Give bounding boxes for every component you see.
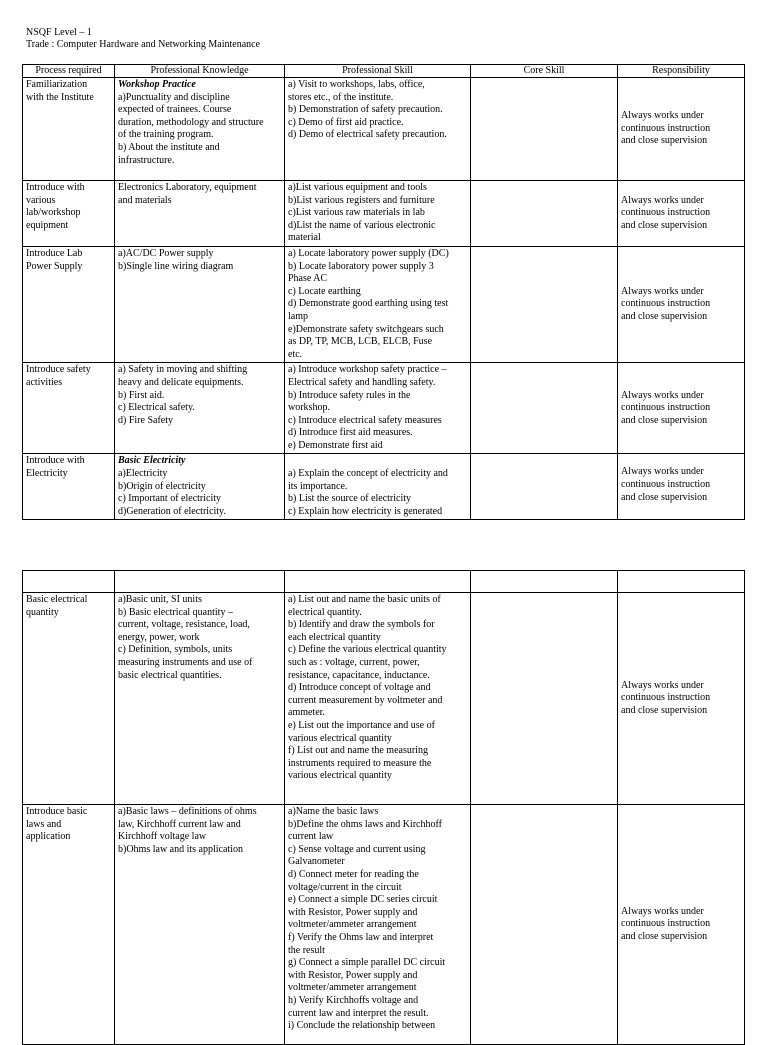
responsibility-line: continuous instruction: [621, 122, 711, 134]
responsibility-line: Always works under: [621, 110, 704, 122]
skill-line: b) Locate laboratory power supply 3: [288, 260, 434, 272]
professional-skill-cell: [285, 593, 471, 805]
skill-line: d) Introduce concept of voltage and: [288, 682, 431, 694]
skill-line: lamp: [288, 310, 308, 322]
knowledge-line: basic electrical quantities.: [118, 669, 222, 681]
professional-skill-cell: [285, 363, 471, 454]
skill-line: d) Introduce first aid measures.: [288, 427, 413, 439]
skill-line: d) Connect meter for reading the: [288, 868, 419, 880]
knowledge-line: infrastructure.: [118, 154, 175, 166]
knowledge-line: d) Fire Safety: [118, 414, 173, 426]
knowledge-line: current, voltage, resistance, load,: [118, 619, 250, 631]
process-line: application: [26, 831, 71, 843]
process-required-cell: [23, 593, 115, 805]
table-row: [23, 78, 745, 181]
core-skill-cell: [471, 78, 618, 181]
professional-knowledge-cell: [115, 593, 285, 805]
skill-line: i) Conclude the relationship between: [288, 1020, 436, 1032]
professional-knowledge-cell: [115, 246, 285, 362]
knowledge-line: Electronics Laboratory, equipment: [118, 182, 257, 193]
knowledge-line: energy, power, work: [118, 631, 200, 643]
skill-line: such as : voltage, current, power,: [288, 656, 420, 668]
knowledge-line: b) Basic electrical quantity –: [118, 606, 233, 618]
knowledge-line: a)Basic unit, SI units: [118, 594, 202, 605]
skill-line: various electrical quantity: [288, 732, 392, 744]
process-required-cell: [23, 454, 115, 520]
skill-line: electrical quantity.: [288, 606, 362, 618]
skill-line: a) Locate laboratory power supply (DC): [288, 247, 449, 259]
skill-line: b) Identify and draw the symbols for: [288, 619, 435, 631]
knowledge-line: expected of trainees. Course: [118, 104, 232, 116]
responsibility-line: Always works under: [621, 194, 704, 206]
core-skill-cell: [471, 805, 618, 1045]
process-line: lab/workshop: [26, 207, 81, 219]
responsibility-line: and close supervision: [621, 135, 708, 147]
responsibility-line: continuous instruction: [621, 479, 711, 491]
process-line: Introduce Lab: [26, 247, 83, 259]
skill-line: c) Define the various electrical quantity: [288, 644, 447, 656]
table-row: [23, 246, 745, 362]
skill-line: c)List various raw materials in lab: [288, 207, 425, 219]
skill-line: various electrical quantity: [288, 770, 392, 782]
skill-line: material: [288, 232, 321, 244]
process-line: laws and: [26, 818, 62, 830]
knowledge-line: Kirchhoff voltage law: [118, 831, 207, 843]
responsibility-cell: [618, 363, 745, 454]
skill-line: e) List out the importance and use of: [288, 719, 435, 731]
skill-line: e)Demonstrate safety switchgears such: [288, 323, 444, 335]
knowledge-line: c) Important of electricity: [118, 493, 222, 505]
skill-line: voltmeter/ammeter arrangement: [288, 982, 417, 994]
skill-line: c) Introduce electrical safety measures: [288, 414, 442, 426]
skill-line: e) Demonstrate first aid: [288, 439, 383, 451]
responsibility-line: and close supervision: [621, 219, 708, 231]
trade-title: Trade : Computer Hardware and Networking Maintenance: [26, 39, 261, 50]
responsibility-cell: [618, 805, 745, 1045]
professional-skill-cell: [285, 181, 471, 247]
responsibility-line: and close supervision: [621, 930, 708, 942]
process-line: Basic electrical: [26, 594, 88, 605]
table-row: [23, 593, 745, 805]
knowledge-line: measuring instruments and use of: [118, 656, 253, 668]
skill-line: h) Verify Kirchhoffs voltage and: [288, 994, 419, 1006]
skill-line: workshop.: [288, 402, 330, 414]
knowledge-line: heavy and delicate equipments.: [118, 376, 244, 388]
responsibility-cell: [618, 593, 745, 805]
responsibility-line: and close supervision: [621, 704, 708, 716]
knowledge-line: a)Basic laws – definitions of ohms: [118, 806, 257, 817]
knowledge-line: c) Definition, symbols, units: [118, 644, 233, 656]
table-blank-header-row: [23, 571, 745, 593]
core-skill-cell: [471, 363, 618, 454]
responsibility-line: continuous instruction: [621, 207, 711, 219]
blank-header-cell: [471, 571, 618, 593]
responsibility-line: Always works under: [621, 466, 704, 478]
skill-line: d)List the name of various electronic: [288, 219, 436, 231]
skill-line: b)List various registers and furniture: [288, 194, 435, 206]
skill-line: resistance, capacitance, inductance.: [288, 669, 430, 681]
knowledge-line: b)Ohms law and its application: [118, 843, 243, 855]
skill-line: b) Demonstration of safety precaution.: [288, 104, 443, 116]
process-line: activities: [26, 376, 63, 388]
skill-line: f) Verify the Ohms law and interpret: [288, 931, 434, 943]
process-line: Introduce with: [26, 182, 85, 193]
skill-line: etc.: [288, 348, 303, 360]
process-required-cell: [23, 181, 115, 247]
knowledge-line: b) About the institute and: [118, 141, 220, 153]
responsibility-line: Always works under: [621, 285, 704, 297]
table-row: [23, 454, 745, 520]
knowledge-line: a) Safety in moving and shifting: [118, 364, 248, 376]
column-header-knowledge: Professional Knowledge: [115, 65, 285, 78]
knowledge-line: and materials: [118, 194, 172, 206]
skill-line: c) Explain how electricity is generated: [288, 505, 443, 517]
skill-line: with Resistor, Power supply and: [288, 906, 418, 918]
responsibility-line: continuous instruction: [621, 918, 711, 930]
blank-header-cell: [618, 571, 745, 593]
knowledge-heading: Basic Electricity: [118, 455, 186, 467]
column-header-core-skill: Core Skill: [471, 65, 618, 78]
process-line: Power Supply: [26, 260, 83, 272]
skill-line: stores etc., of the institute.: [288, 91, 394, 103]
knowledge-line: b)Origin of electricity: [118, 480, 206, 492]
column-header-responsibility: Responsibility: [618, 65, 745, 78]
skill-line: with Resistor, Power supply and: [288, 969, 418, 981]
skill-line: b)Define the ohms laws and Kirchhoff: [288, 818, 442, 830]
responsibility-line: and close supervision: [621, 414, 708, 426]
skill-line: a) List out and name the basic units of: [288, 594, 441, 605]
knowledge-line: of the training program.: [118, 129, 214, 141]
responsibility-cell: [618, 181, 745, 247]
skill-line: each electrical quantity: [288, 631, 381, 643]
professional-skill-cell: [285, 78, 471, 181]
professional-knowledge-cell: [115, 363, 285, 454]
skill-line: instruments required to measure the: [288, 757, 432, 769]
knowledge-line: a)Punctuality and discipline: [118, 91, 230, 103]
professional-knowledge-cell: [115, 454, 285, 520]
professional-knowledge-cell: [115, 181, 285, 247]
skill-line: current law and interpret the result.: [288, 1007, 429, 1019]
skill-line: b) List the source of electricity: [288, 493, 412, 505]
skill-line: c) Sense voltage and current using: [288, 843, 426, 855]
process-line: Introduce basic: [26, 806, 88, 817]
professional-knowledge-cell: [115, 78, 285, 181]
skill-line: a) Explain the concept of electricity and: [288, 468, 448, 480]
core-skill-cell: [471, 181, 618, 247]
skill-line: c) Locate earthing: [288, 285, 361, 297]
responsibility-line: and close supervision: [621, 310, 708, 322]
knowledge-line: b)Single line wiring diagram: [118, 260, 234, 272]
process-line: Electricity: [26, 468, 68, 480]
skill-line: f) List out and name the measuring: [288, 745, 428, 757]
responsibility-line: and close supervision: [621, 491, 708, 503]
skill-line: a) Introduce workshop safety practice –: [288, 364, 447, 376]
process-line: Introduce safety: [26, 364, 91, 376]
knowledge-line: law, Kirchhoff current law and: [118, 818, 241, 830]
responsibility-cell: [618, 454, 745, 520]
responsibility-line: continuous instruction: [621, 298, 711, 310]
skill-line: g) Connect a simple parallel DC circuit: [288, 957, 446, 969]
professional-skill-cell: [285, 246, 471, 362]
professional-skill-cell: [285, 454, 471, 520]
process-line: Introduce with: [26, 455, 85, 467]
responsibility-line: Always works under: [621, 679, 704, 691]
process-line: with the Institute: [26, 91, 94, 103]
skill-line: c) Demo of first aid practice.: [288, 116, 404, 128]
skill-line: b) Introduce safety rules in the: [288, 389, 411, 401]
table-row: [23, 805, 745, 1045]
knowledge-heading: Workshop Practice: [118, 79, 196, 90]
table-header-row: [23, 65, 745, 78]
skill-line: a)List various equipment and tools: [288, 182, 427, 193]
table-row: [23, 181, 745, 247]
skill-line: e) Connect a simple DC series circuit: [288, 894, 438, 906]
professional-skill-cell: [285, 805, 471, 1045]
professional-knowledge-cell: [115, 805, 285, 1045]
skill-line: d) Demonstrate good earthing using test: [288, 298, 449, 310]
responsibility-line: Always works under: [621, 389, 704, 401]
blank-header-cell: [285, 571, 471, 593]
column-header-process: Process required: [23, 65, 115, 78]
core-skill-cell: [471, 593, 618, 805]
knowledge-line: b) First aid.: [118, 389, 165, 401]
knowledge-line: a)AC/DC Power supply: [118, 247, 214, 259]
skill-line: ammeter.: [288, 707, 325, 719]
skill-line: Phase AC: [288, 273, 328, 285]
blank-header-cell: [115, 571, 285, 593]
blank-header-cell: [23, 571, 115, 593]
skill-line: voltmeter/ammeter arrangement: [288, 919, 417, 931]
process-line: Familiarization: [26, 79, 88, 90]
skill-line: its importance.: [288, 480, 348, 492]
core-skill-cell: [471, 246, 618, 362]
skill-line: Galvanometer: [288, 856, 345, 868]
skill-line: Electrical safety and handling safety.: [288, 376, 436, 388]
table-row: [23, 363, 745, 454]
process-required-cell: [23, 363, 115, 454]
skill-line: a)Name the basic laws: [288, 806, 379, 817]
responsibility-line: Always works under: [621, 905, 704, 917]
nsqf-level: NSQF Level – 1: [26, 27, 92, 38]
process-line: quantity: [26, 606, 59, 618]
skill-line: current law: [288, 831, 334, 843]
knowledge-line: d)Generation of electricity.: [118, 505, 226, 517]
responsibility-cell: [618, 246, 745, 362]
process-required-cell: [23, 246, 115, 362]
knowledge-line: c) Electrical safety.: [118, 402, 195, 414]
syllabus-table-1: [22, 64, 745, 520]
responsibility-cell: [618, 78, 745, 181]
skill-line: current measurement by voltmeter and: [288, 694, 443, 706]
skill-line: the result: [288, 944, 325, 956]
process-line: various: [26, 194, 56, 206]
skill-line: as DP, TP, MCB, LCB, ELCB, Fuse: [288, 336, 433, 348]
core-skill-cell: [471, 454, 618, 520]
process-line: equipment: [26, 219, 69, 231]
skill-line: voltage/current in the circuit: [288, 881, 402, 893]
responsibility-line: continuous instruction: [621, 402, 711, 414]
knowledge-line: a)Electricity: [118, 468, 168, 480]
column-header-skill: Professional Skill: [285, 65, 471, 78]
skill-line: d) Demo of electrical safety precaution.: [288, 129, 447, 141]
responsibility-line: continuous instruction: [621, 692, 711, 704]
knowledge-line: duration, methodology and structure: [118, 116, 264, 128]
process-required-cell: [23, 805, 115, 1045]
skill-line: a) Visit to workshops, labs, office,: [288, 79, 425, 90]
process-required-cell: [23, 78, 115, 181]
syllabus-table-2: [22, 570, 745, 1045]
